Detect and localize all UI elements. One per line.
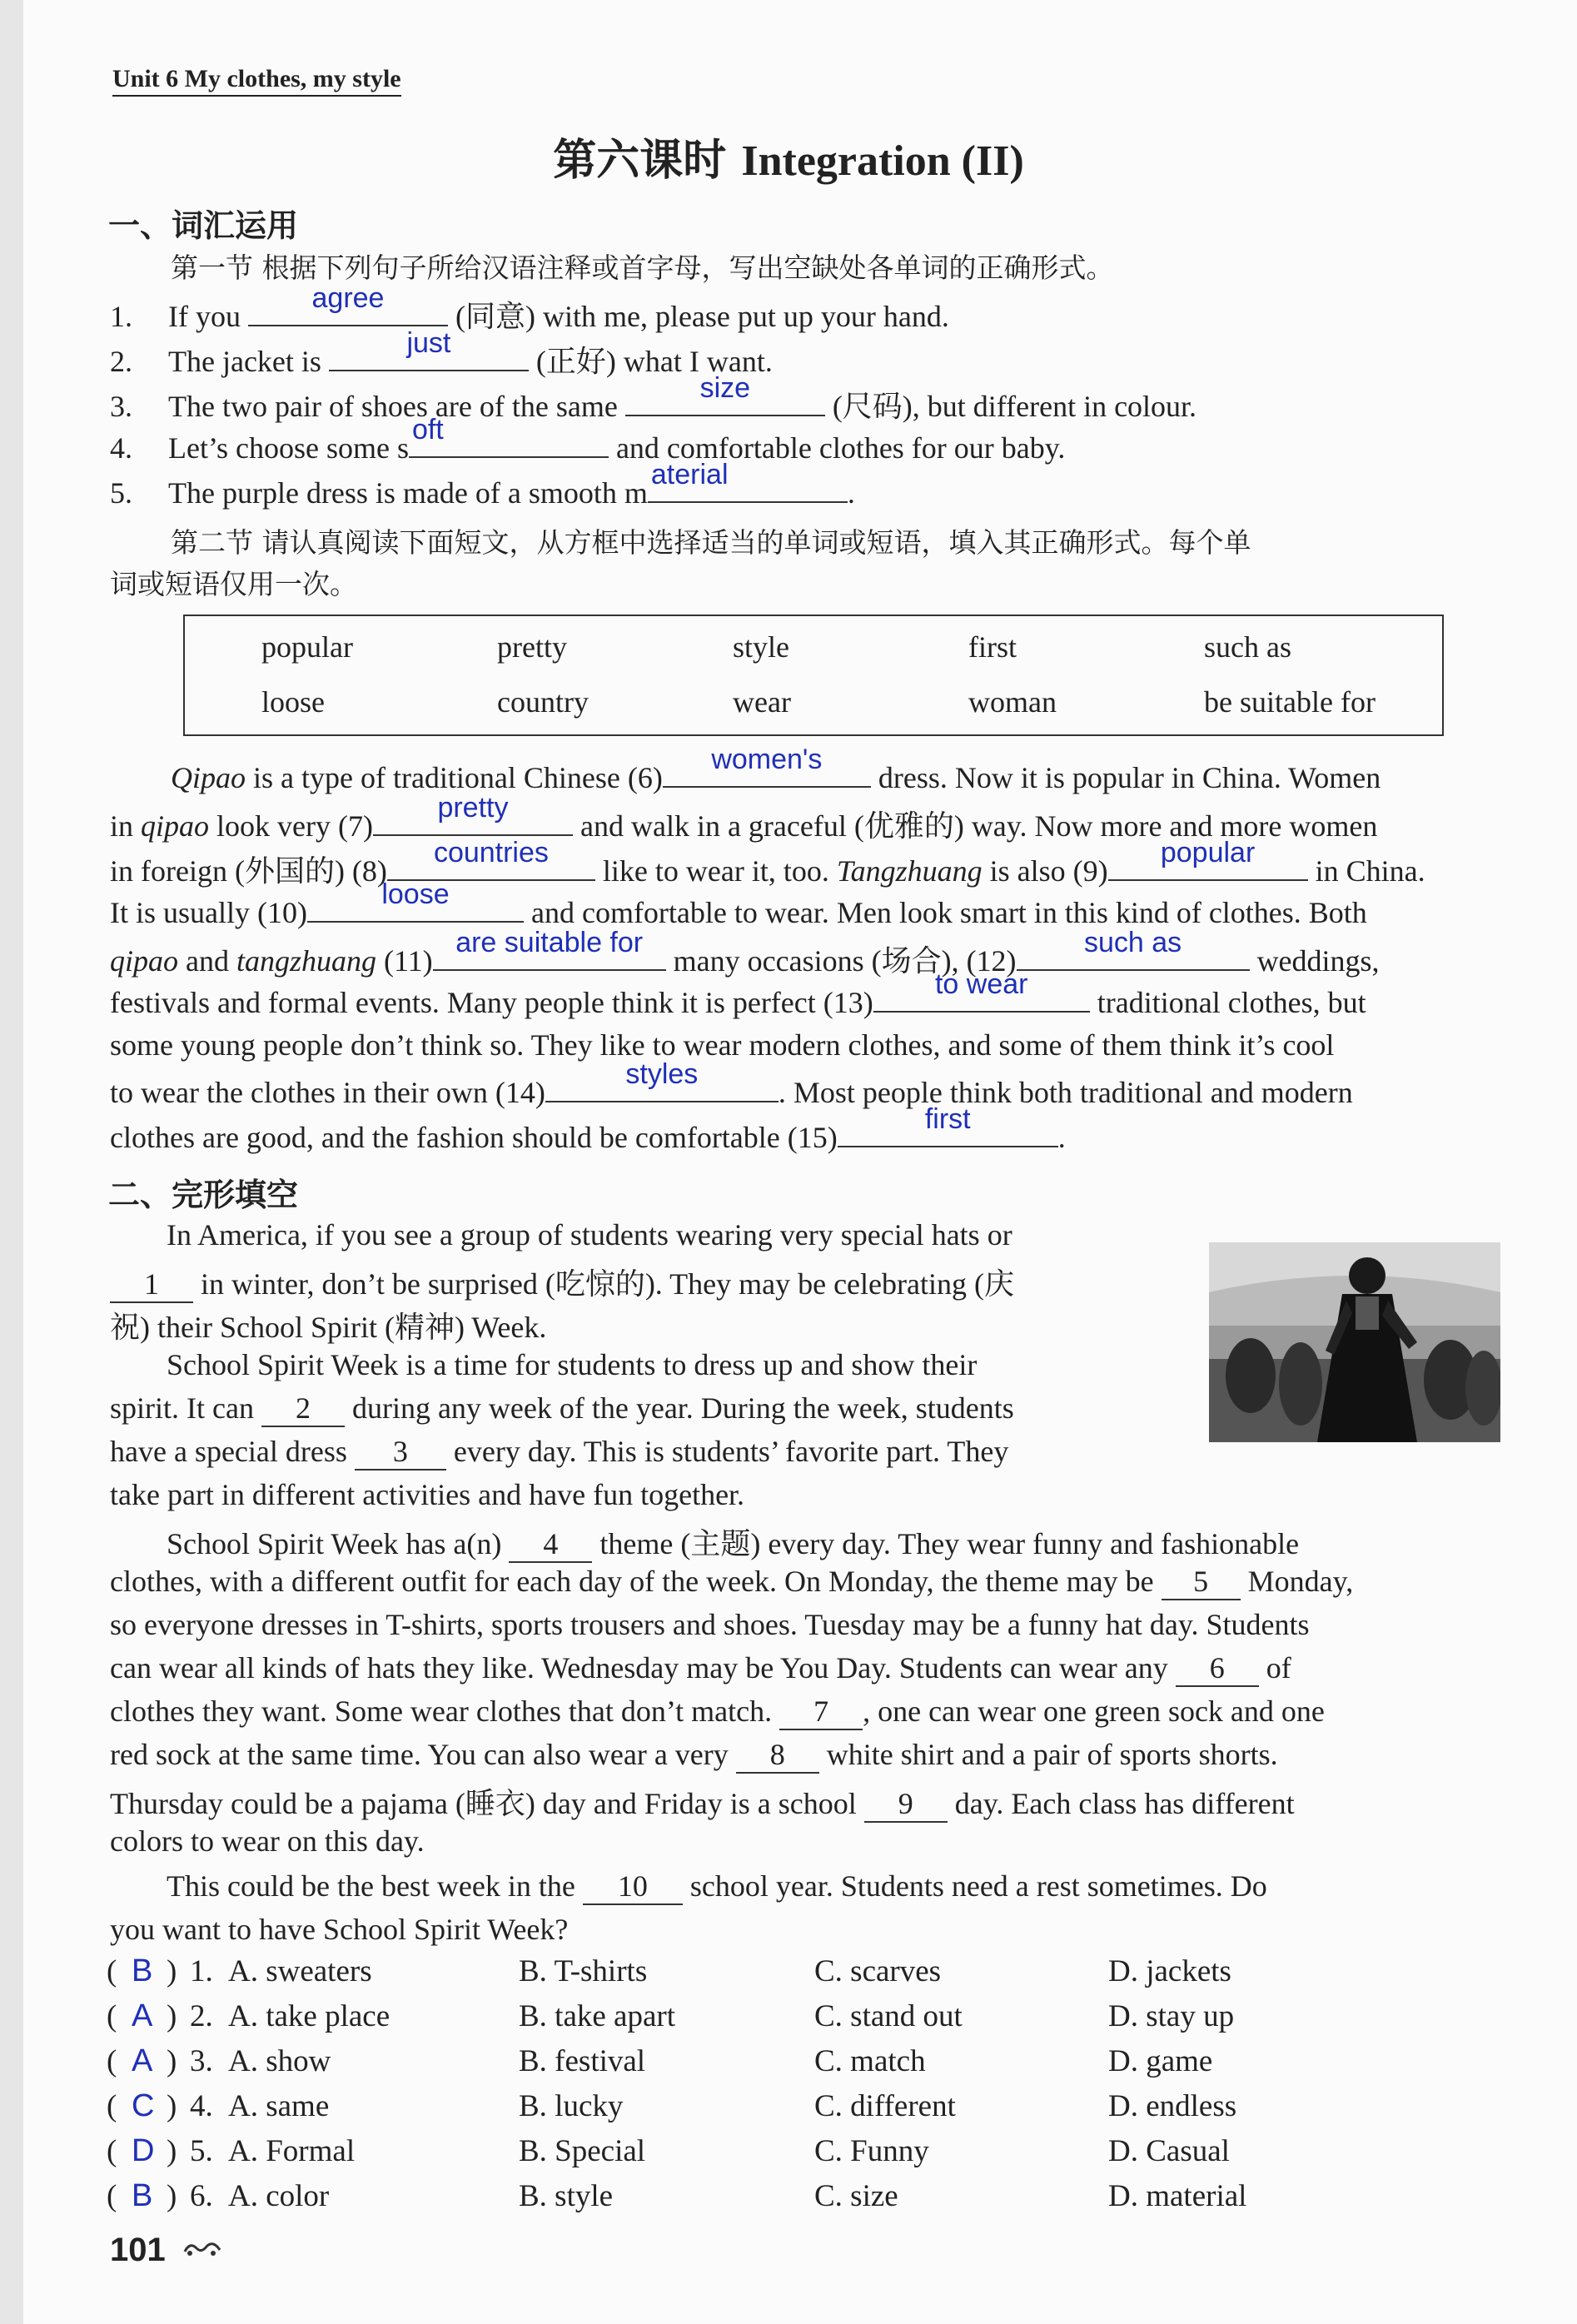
option-d: D. material (1108, 2179, 1247, 2213)
cloze-blank-9: 9 (864, 1786, 948, 1823)
cloze-blank-2: 2 (261, 1391, 345, 1427)
answer-14: styles (625, 1058, 699, 1090)
cloze-blank-5: 5 (1162, 1564, 1241, 1600)
cloze-blank-1: 1 (110, 1267, 193, 1303)
option-b: B. lucky (519, 2089, 624, 2123)
cloze-p2-line-3: have a special dress 3 every day. This is students’ favorite part. They (110, 1434, 1008, 1471)
answer-13: to wear (934, 968, 1028, 1000)
paren-close: ) (167, 2134, 177, 2168)
option-d: D. jackets (1108, 1954, 1231, 1988)
paren-close: ) (167, 2179, 177, 2213)
question-number: 6. (190, 2179, 213, 2213)
answer-choice: A (132, 1998, 153, 2033)
passage-line-4: It is usually (10) loose and comfortable to wear. Men look smart in this kind of clothes. Both (110, 878, 1367, 929)
cloze-blank-6: 6 (1176, 1650, 1259, 1687)
answer-4: oft (411, 414, 444, 445)
passage-line-6: festivals and formal events. Many people think it is perfect (13) to wear traditional clothes, but (110, 968, 1366, 1019)
paren-close: ) (167, 2089, 177, 2123)
cloze-blank-8: 8 (736, 1737, 819, 1774)
paren-close: ) (167, 1954, 177, 1988)
paren-close: ) (167, 2044, 177, 2078)
cloze-p3-line-2: clothes, with a different outfit for each day of the week. On Monday, the theme may be 5 Monday, (110, 1564, 1353, 1600)
question-number: 2. (190, 1999, 213, 2033)
option-b: B. Special (519, 2134, 646, 2168)
option-a: A. color (228, 2179, 330, 2213)
cloze-p2-line-4: take part in different activities and have fun together. (110, 1478, 745, 1511)
word-bank-item: style (733, 630, 789, 664)
answer-10: loose (381, 878, 450, 910)
option-a: A. sweaters (228, 1954, 372, 1988)
passage-line-2: in qipao look very (7) pretty and walk in a graceful (优雅的) way. Now more and more women (110, 792, 1378, 843)
part2-instruction: 第二节 请认真阅读下面短文，从方框中选择适当的单词或短语，填入其正确形式。每个单 (171, 526, 1251, 559)
answer-11: are suitable for (455, 927, 644, 958)
cloze-p2-line-2: spirit. It can 2 during any week of the year. During the week, students (110, 1391, 1014, 1427)
option-b: B. T-shirts (519, 1954, 648, 1988)
paren-close: ) (167, 1999, 177, 2033)
cloze-p3-line-1: School Spirit Week has a(n) 4 theme (主题) every day. They wear funny and fashionable (167, 1520, 1299, 1563)
cloze-p1-line-2: 1 in winter, don’t be surprised (吃惊的). They may be celebrating (庆 (110, 1261, 1014, 1303)
cloze-blank-10: 10 (583, 1869, 683, 1905)
option-c: C. stand out (814, 1999, 963, 2033)
word-bank-item: be suitable for (1204, 685, 1376, 719)
answer-choice: B (132, 2178, 153, 2213)
paren-open: ( (107, 1999, 117, 2033)
passage-line-1: Qipao is a type of traditional Chinese (6) women's dress. Now it is popular in China. Women (171, 744, 1381, 794)
word-bank-item: first (968, 630, 1017, 664)
answer-5: aterial (650, 459, 729, 490)
word-bank-item: such as (1204, 630, 1291, 664)
answer-15: first (924, 1103, 971, 1135)
option-b: B. festival (519, 2044, 646, 2078)
option-d: D. Casual (1108, 2134, 1230, 2168)
cloze-p2-line-1: School Spirit Week is a time for students to dress up and show their (167, 1348, 978, 1381)
cloze-p1-line-1: In America, if you see a group of students wearing very special hats or (167, 1218, 1012, 1252)
word-bank-box (183, 615, 1444, 736)
answer-3: size (699, 372, 751, 404)
option-a: A. take place (228, 1999, 391, 2033)
cloze-p3-line-7: Thursday could be a pajama (睡衣) day and Friday is a school 9 day. Each class has different (110, 1780, 1295, 1823)
part2-instruction-cont: 词或短语仅用一次。 (110, 568, 357, 600)
cloze-p4-line-1: This could be the best week in the 10 school year. Students need a rest sometimes. Do (167, 1869, 1267, 1905)
answer-6: women's (711, 744, 823, 775)
option-d: D. game (1108, 2044, 1213, 2078)
answer-2: just (406, 327, 451, 359)
option-d: D. stay up (1108, 1999, 1235, 2033)
cloze-p3-line-8: colors to wear on this day. (110, 1824, 425, 1858)
vocab-item-2: 2. The jacket is just (正好) what I want. (110, 327, 773, 378)
cloze-p3-line-5: clothes they want. Some wear clothes that don’t match. 7 , one can wear one green sock and one (110, 1694, 1325, 1730)
answer-1: agree (311, 282, 385, 314)
passage-line-5: qipao and tangzhuang (11) are suitable for many occasions (场合), (12) such as weddings, (110, 927, 1380, 978)
passage-line-8: to wear the clothes in their own (14) styles . Most people think both traditional and modern (110, 1058, 1353, 1109)
option-c: C. size (814, 2179, 898, 2213)
option-c: C. scarves (814, 1954, 942, 1988)
answer-7: pretty (437, 792, 509, 824)
page-ornament-icon (182, 2238, 223, 2258)
passage-line-9: clothes are good, and the fashion should be comfortable (15) first . (110, 1103, 1066, 1154)
question-number: 3. (190, 2044, 213, 2078)
paren-open: ( (107, 2134, 117, 2168)
question-number: 4. (190, 2089, 213, 2123)
school-spirit-photo (1209, 1242, 1500, 1442)
section-heading-vocabulary: 一、词汇运用 (108, 207, 299, 244)
answer-8: countries (433, 837, 549, 868)
passage-line-3: in foreign (外国的) (8) countries like to wear it, too. Tangzhuang is also (9) popular in China. (110, 837, 1425, 888)
passage-line-7: some young people don’t think so. They like to wear modern clothes, and some of them think it’s cool (110, 1028, 1335, 1062)
word-bank-item: country (497, 685, 589, 719)
cloze-blank-3: 3 (355, 1434, 446, 1471)
answer-choice: C (132, 2088, 155, 2123)
answer-choice: A (132, 2043, 153, 2078)
option-b: B. style (519, 2179, 614, 2213)
question-number: 1. (190, 1954, 213, 1988)
question-number: 5. (190, 2134, 213, 2168)
vocab-item-1: 1. If you agree (同意) with me, please put up your hand. (110, 282, 949, 333)
cloze-p3-line-3: so everyone dresses in T-shirts, sports trousers and shoes. Tuesday may be a funny hat day. Students (110, 1608, 1310, 1641)
option-b: B. take apart (519, 1999, 675, 2033)
cloze-blank-4: 4 (509, 1526, 592, 1563)
paren-open: ( (107, 1954, 117, 1988)
lesson-title: 第六课时 Integration (II) (553, 136, 1024, 186)
option-a: A. same (228, 2089, 330, 2123)
answer-12: such as (1083, 927, 1182, 958)
word-bank-item: woman (968, 685, 1057, 719)
vocab-item-4: 4. Let’s choose some s oft and comfortable clothes for our baby. (110, 414, 1066, 465)
word-bank-item: popular (261, 630, 353, 664)
cloze-blank-7: 7 (779, 1694, 863, 1730)
part1-instruction: 第一节 根据下列句子所给汉语注释或首字母，写出空缺处各单词的正确形式。 (171, 251, 1114, 284)
vocab-item-3: 3. The two pair of shoes are of the same size (尺码), but different in colour. (110, 372, 1197, 423)
word-bank-item: wear (733, 685, 791, 719)
page-edge-shadow (0, 0, 23, 2324)
paren-open: ( (107, 2179, 117, 2213)
option-a: A. show (228, 2044, 331, 2078)
word-bank-item: loose (261, 685, 325, 719)
word-bank-item: pretty (497, 630, 567, 664)
section-heading-cloze: 二、完形填空 (108, 1177, 299, 1213)
cloze-p1-line-3: 祝) their School Spirit (精神) Week. (110, 1311, 547, 1344)
option-c: C. different (814, 2089, 956, 2123)
paren-open: ( (107, 2089, 117, 2123)
answer-choice: B (132, 1953, 153, 1988)
vocab-item-5: 5. The purple dress is made of a smooth m aterial . (110, 459, 855, 510)
unit-header: Unit 6 My clothes, my style (112, 65, 401, 97)
answer-9: popular (1160, 837, 1256, 868)
option-c: C. Funny (814, 2134, 929, 2168)
cloze-p4-line-2: you want to have School Spirit Week? (110, 1913, 569, 1946)
page-number: 101 (110, 2232, 166, 2268)
answer-choice: D (132, 2133, 155, 2168)
cloze-p3-line-6: red sock at the same time. You can also wear a very 8 white shirt and a pair of sports shorts. (110, 1737, 1278, 1774)
option-c: C. match (814, 2044, 926, 2078)
option-d: D. endless (1108, 2089, 1237, 2123)
cloze-p3-line-4: can wear all kinds of hats they like. Wednesday may be You Day. Students can wear any 6 of (110, 1650, 1291, 1687)
option-a: A. Formal (228, 2134, 356, 2168)
paren-open: ( (107, 2044, 117, 2078)
